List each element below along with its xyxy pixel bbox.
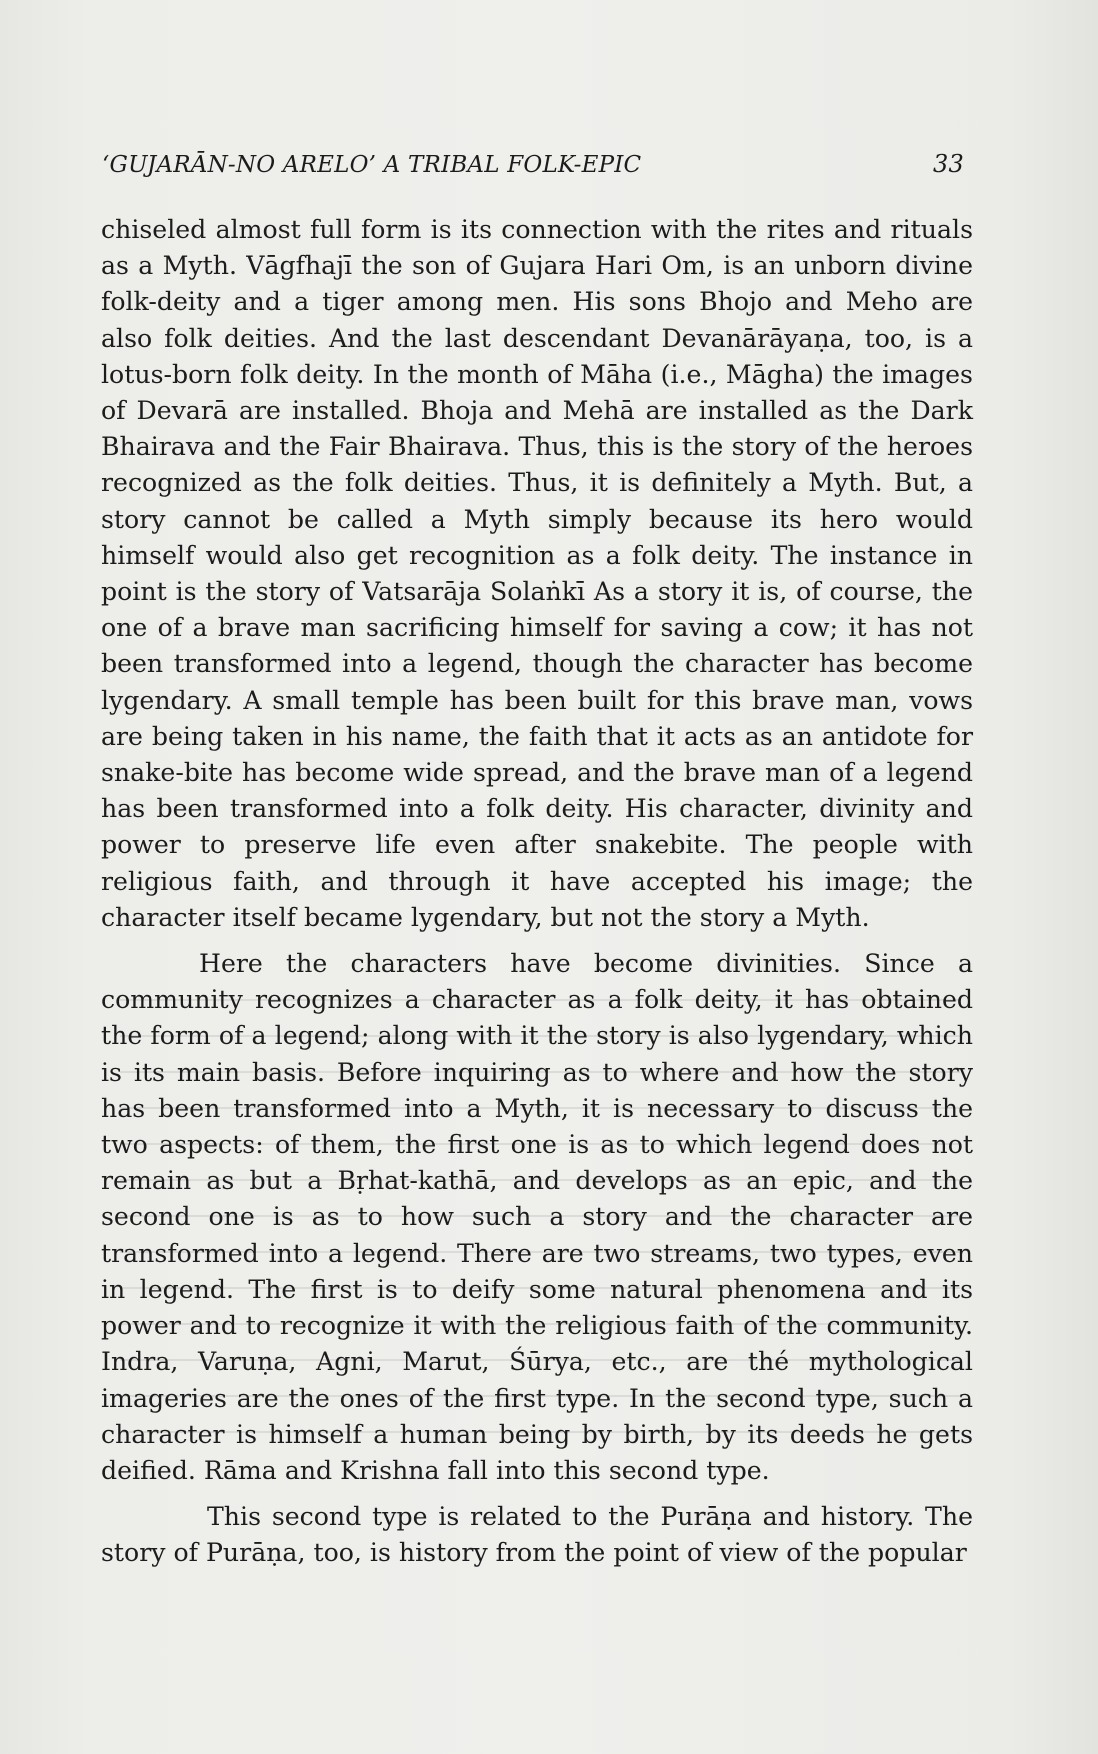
paragraph: Here the characters have become divinities. Since a community recognizes a character as a folk deity, it has obtained the form of a legend; along with it the story is also lygendary, which is its main basis. Before inquiring as to where and how the story has been transformed into a Myth, it is necessary to discuss the two aspects: of them, the first one is as to which legend does not remain as but a Bṛhat-kathā, and develops as an epic, and the second one is as to how such a story and the character are transformed into a legend. There are two streams, two types, even in legend. The first is to deify some natural phenomena and its power and to recognize it with the religious faith of the community. Indra, Varuṇa, Agni, Marut, Śūrya, etc., are thé mythological imageries are the ones of the first type. In the second type, such a character is himself a human being by birth, by its deeds he gets deified. Rāma and Krishna fall into this second type. xyxy=(101,949,973,1485)
body-text xyxy=(101,212,973,1572)
page-number: 33 xyxy=(933,150,964,178)
running-head-title: ‘GUJARĀN-NO ARELO’ A TRIBAL FOLK-EPIC xyxy=(102,152,642,178)
running-head xyxy=(102,150,972,190)
paragraph: This second type is related to the Purāṇa and history. The story of Purāṇa, too, is history from the point of view of the popular xyxy=(101,1502,973,1568)
paragraph: chiseled almost full form is its connection with the rites and rituals as a Myth. Vāgfhajī the son of Gujara Hari Om, is an unborn divine folk-deity and a tiger among men. His sons Bhojo and Meho are also folk deities. And the last descendant Devanārāyaṇa, too, is a lotus-born folk deity. In the month of Māha (i.e., Māgha) the images of Devarā are installed. Bhoja and Mehā are installed as the Dark Bhairava and the Fair Bhairava. Thus, this is the story of the heroes recognized as the folk deities. Thus, it is definitely a Myth. But, a story cannot be called a Myth simply because its hero would himself would also get recognition as a folk deity. The instance in point is the story of Vatsarāja Solaṅkī As a story it is, of course, the one of a brave man sacrificing himself for saving a cow; it has not been transformed into a legend, though the character has become lygendary. A small temple has been built for this brave man, vows are being taken in his name, the faith that it acts as an antidote for snake-bite has become wide spread, and the brave man of a legend has been transformed into a folk deity. His character, divinity and power to preserve life even after snakebite. The people with religious faith, and through it have accepted his image; the character itself became lygendary, but not the story a Myth. xyxy=(101,215,973,932)
